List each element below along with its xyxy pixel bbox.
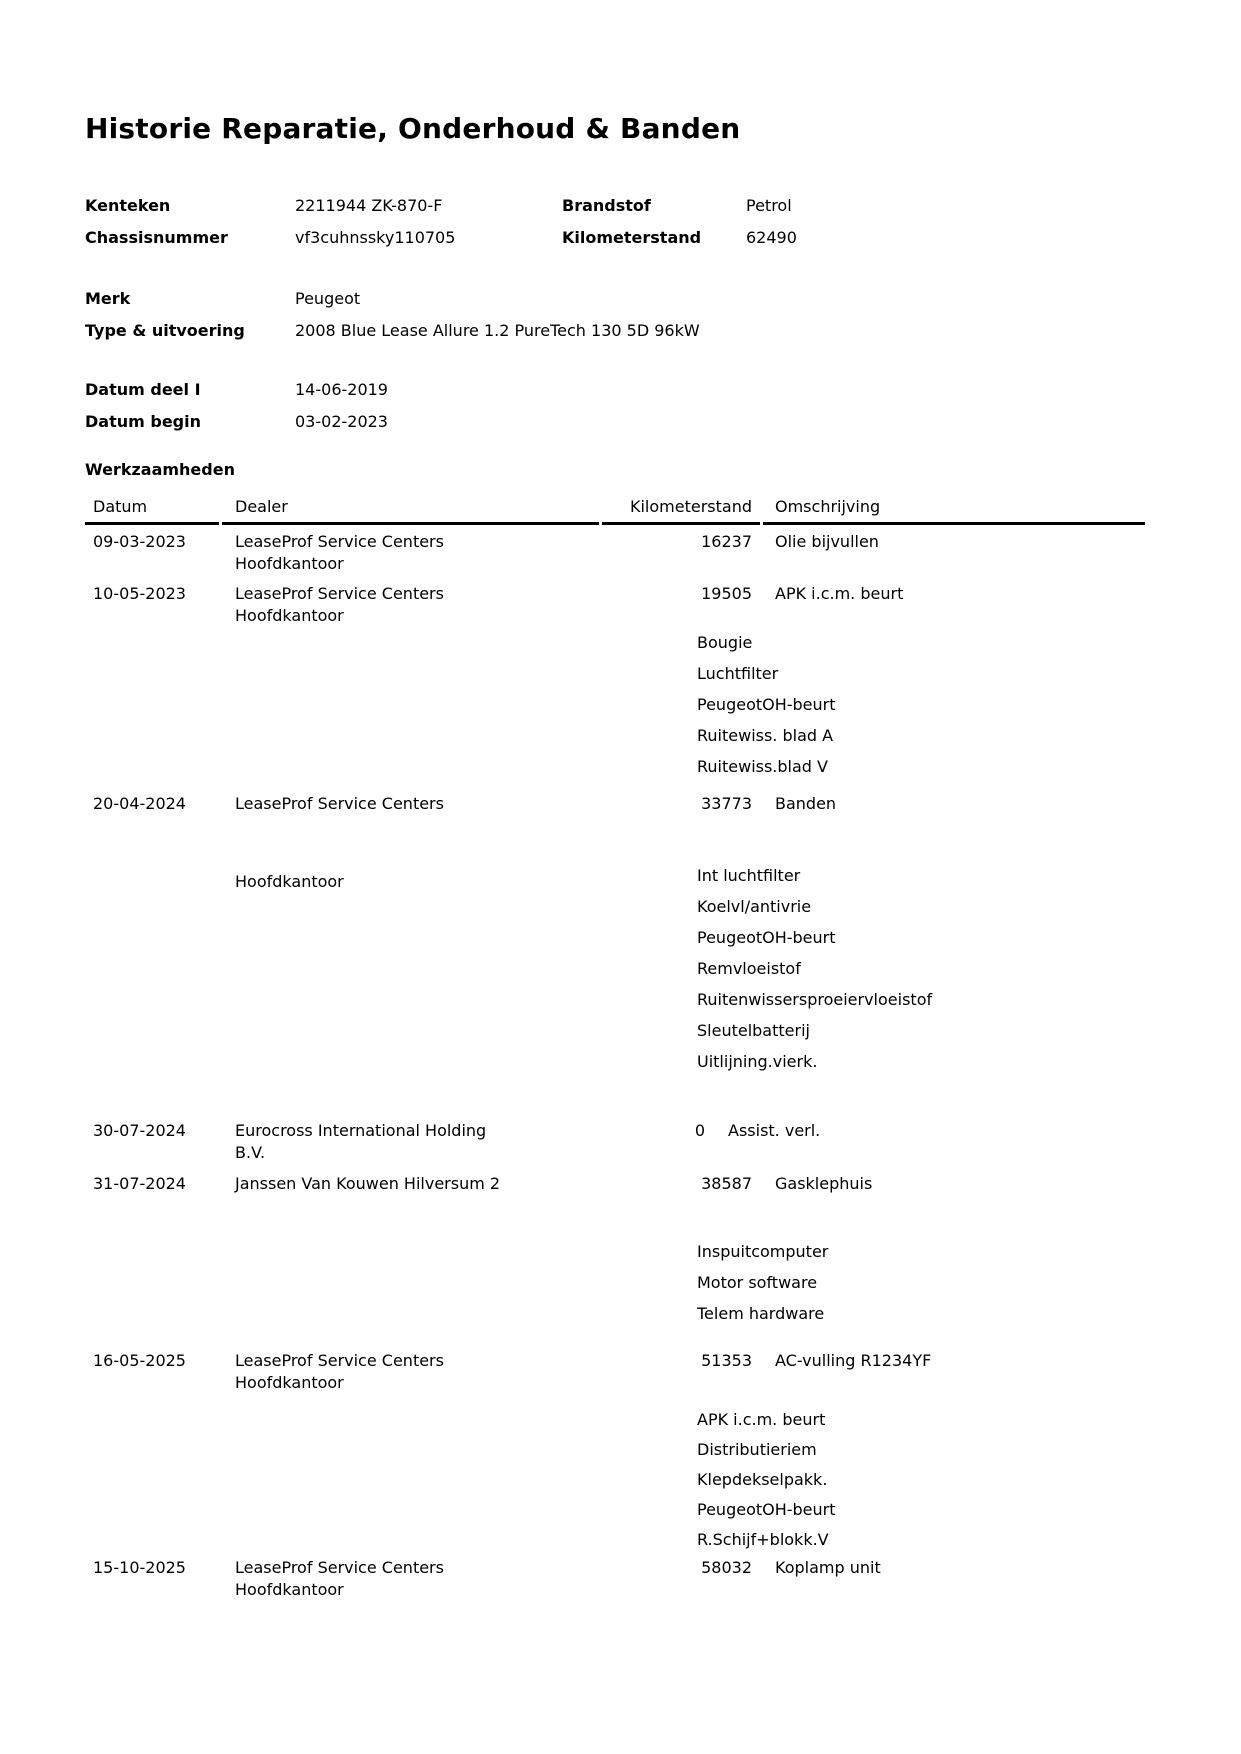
entry-sub-item: R.Schijf+blokk.V (697, 1530, 829, 1549)
entry-sub-item: Klepdekselpakk. (697, 1470, 828, 1489)
entry-dealer (222, 1173, 599, 1195)
entry-dealer-line1: LeaseProf Service Centers (235, 1558, 444, 1577)
entry-sub-item: Uitlijning.vierk. (697, 1052, 818, 1071)
entry-dealer-line2: B.V. (235, 1143, 266, 1162)
entry-kilometerstand: 33773 (701, 794, 752, 813)
entry-sub-item: Motor software (697, 1273, 818, 1292)
datum-begin-value: 03-02-2023 (295, 412, 388, 431)
entry-sub-item: Ruitenwissersproeiervloeistof (697, 990, 933, 1009)
entry-sub-items (85, 627, 1145, 782)
entry-dealer-line1: LeaseProf Service Centers (235, 1351, 444, 1370)
brandstof-value: Petrol (746, 196, 792, 215)
entry-omschrijving: AC-vulling R1234YF (775, 1351, 932, 1370)
entry-sub-items (85, 1405, 1145, 1555)
kilometerstand-value: 62490 (746, 228, 797, 247)
entry-dealer-line2: Hoofdkantoor (235, 606, 344, 625)
table-row (85, 1557, 1145, 1601)
entry-kilometerstand: 58032 (701, 1558, 752, 1577)
entry-sub-item: Int luchtfilter (697, 866, 801, 885)
datum-deel1-label: Datum deel I (85, 380, 201, 399)
table-row (85, 1350, 1145, 1555)
chassisnummer-value: vf3cuhnssky110705 (295, 228, 456, 247)
werkzaamheden-section-title: Werkzaamheden (85, 460, 235, 479)
entry-omschrijving: Olie bijvullen (775, 532, 879, 551)
entry-omschrijving: APK i.c.m. beurt (775, 584, 904, 603)
entry-sub-item: APK i.c.m. beurt (697, 1410, 826, 1429)
entry-dealer (222, 583, 599, 627)
entry-sub-item: Ruitewiss.blad V (697, 757, 828, 776)
chassisnummer-label: Chassisnummer (85, 228, 228, 247)
table-row (85, 1120, 1145, 1164)
entry-dealer-line2: Hoofdkantoor (235, 872, 344, 891)
kilometerstand-label: Kilometerstand (562, 228, 702, 247)
entry-dealer-line2: Hoofdkantoor (235, 1373, 344, 1392)
entry-kilometerstand: 19505 (701, 584, 752, 603)
entry-sub-item: PeugeotOH-beurt (697, 928, 836, 947)
document-page (85, 0, 1145, 1601)
entry-sub-item: Distributieriem (697, 1440, 817, 1459)
entry-sub-item: Luchtfilter (697, 664, 779, 683)
entry-datum: 15-10-2025 (93, 1558, 186, 1577)
entry-datum: 30-07-2024 (93, 1121, 186, 1140)
entry-dealer (222, 1557, 599, 1601)
entry-datum: 31-07-2024 (93, 1174, 186, 1193)
column-header-datum: Datum (85, 496, 219, 525)
entry-kilometerstand: 0 (694, 1121, 705, 1140)
entry-datum: 16-05-2025 (93, 1351, 186, 1370)
table-row (85, 583, 1145, 782)
table-row (85, 793, 1145, 1077)
column-header-dealer: Dealer (222, 496, 599, 525)
work-table-body (85, 531, 1145, 1601)
entry-dealer-line2: Hoofdkantoor (235, 554, 344, 573)
entry-sub-item: Bougie (697, 633, 753, 652)
datum-deel1-value: 14-06-2019 (295, 380, 388, 399)
type-uitvoering-value: 2008 Blue Lease Allure 1.2 PureTech 130 5D 96kW (295, 321, 700, 340)
entry-dealer (222, 793, 599, 891)
work-table-header (85, 496, 1145, 525)
entry-sub-item: Remvloeistof (697, 959, 801, 978)
entry-dealer-line1: Janssen Van Kouwen Hilversum 2 (235, 1174, 501, 1193)
column-header-omschrijving: Omschrijving (763, 496, 1145, 525)
vehicle-id-section (85, 190, 1145, 254)
kenteken-value: 2211944 ZK-870-F (295, 196, 443, 215)
entry-kilometerstand: 16237 (701, 532, 752, 551)
entry-sub-item: Koelvl/antivrie (697, 897, 812, 916)
entry-datum: 20-04-2024 (93, 794, 186, 813)
entry-omschrijving: Assist. verl. (728, 1121, 821, 1140)
type-uitvoering-label: Type & uitvoering (85, 321, 245, 340)
entry-datum: 09-03-2023 (93, 532, 186, 551)
merk-value: Peugeot (295, 289, 361, 308)
make-type-section (85, 283, 1145, 347)
entry-omschrijving: Banden (775, 794, 837, 813)
entry-dealer-line1: LeaseProf Service Centers (235, 532, 444, 551)
entry-datum: 10-05-2023 (93, 584, 186, 603)
column-header-kilometerstand: Kilometerstand (602, 496, 760, 525)
entry-kilometerstand: 51353 (701, 1351, 752, 1370)
kenteken-label: Kenteken (85, 196, 171, 215)
entry-sub-item: PeugeotOH-beurt (697, 695, 836, 714)
entry-sub-items (85, 1236, 1145, 1329)
entry-sub-item: Sleutelbatterij (697, 1021, 810, 1040)
entry-dealer (222, 531, 599, 575)
entry-sub-item: Ruitewiss. blad A (697, 726, 834, 745)
entry-dealer (222, 1350, 599, 1394)
entry-dealer-line1: LeaseProf Service Centers (235, 584, 444, 603)
entry-omschrijving: Gasklephuis (775, 1174, 873, 1193)
entry-sub-item: Inspuitcomputer (697, 1242, 829, 1261)
entry-kilometerstand: 38587 (701, 1174, 752, 1193)
table-row (85, 531, 1145, 575)
entry-dealer-line1: Eurocross International Holding (235, 1121, 487, 1140)
entry-dealer-line2: Hoofdkantoor (235, 1580, 344, 1599)
entry-sub-item: Telem hardware (697, 1304, 825, 1323)
entry-sub-item: PeugeotOH-beurt (697, 1500, 836, 1519)
dates-section (85, 374, 1145, 438)
entry-omschrijving: Koplamp unit (775, 1558, 881, 1577)
datum-begin-label: Datum begin (85, 412, 201, 431)
brandstof-label: Brandstof (562, 196, 651, 215)
page-title: Historie Reparatie, Onderhoud & Banden (85, 112, 741, 145)
merk-label: Merk (85, 289, 131, 308)
entry-dealer-line1: LeaseProf Service Centers (235, 794, 444, 813)
table-row (85, 1173, 1145, 1329)
entry-dealer (222, 1120, 599, 1164)
